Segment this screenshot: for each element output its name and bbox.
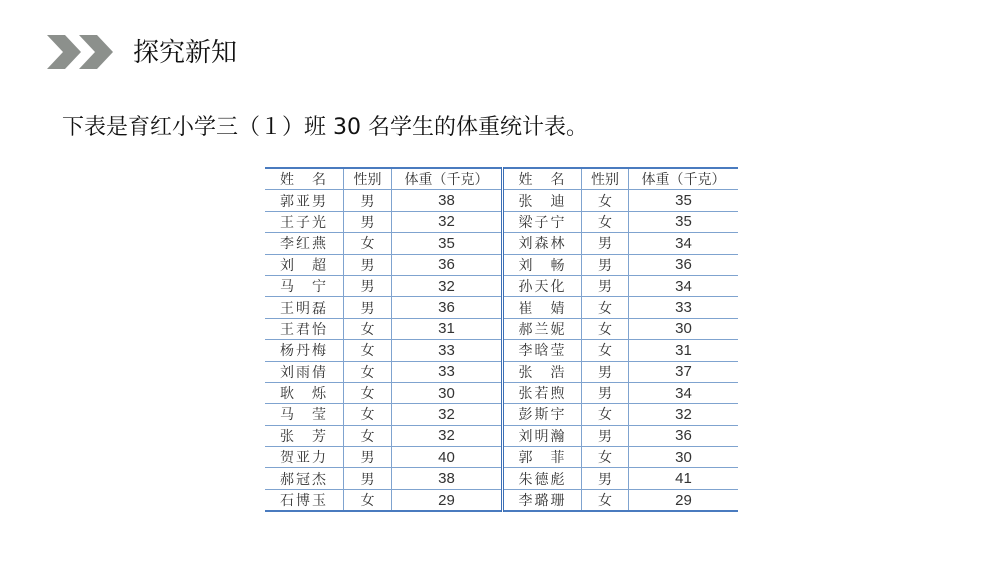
cell-weight: 31 xyxy=(629,340,739,361)
cell-gender: 女 xyxy=(582,404,629,425)
cell-gender: 男 xyxy=(344,297,392,318)
cell-gender: 男 xyxy=(344,468,392,489)
cell-name: 刘明瀚 xyxy=(503,425,582,446)
cell-name: 李晗莹 xyxy=(503,340,582,361)
cell-name: 张 芳 xyxy=(265,425,344,446)
cell-weight: 32 xyxy=(629,404,739,425)
column-header: 姓 名 xyxy=(265,168,344,190)
cell-gender: 女 xyxy=(582,297,629,318)
cell-gender: 女 xyxy=(344,489,392,511)
cell-gender: 男 xyxy=(344,275,392,296)
cell-name: 李红燕 xyxy=(265,233,344,254)
intro-text: 下表是育红小学三（１）班 30 名学生的体重统计表。 xyxy=(62,115,588,140)
table-row xyxy=(265,254,738,275)
cell-gender: 女 xyxy=(582,190,629,211)
cell-weight: 31 xyxy=(392,318,503,339)
table-row xyxy=(265,340,738,361)
cell-gender: 男 xyxy=(344,254,392,275)
cell-weight: 37 xyxy=(629,361,739,382)
cell-weight: 32 xyxy=(392,275,503,296)
cell-name: 郝冠杰 xyxy=(265,468,344,489)
table-row xyxy=(265,361,738,382)
cell-name: 彭斯宇 xyxy=(503,404,582,425)
column-header: 体重（千克） xyxy=(629,168,739,190)
cell-gender: 男 xyxy=(344,211,392,232)
cell-gender: 男 xyxy=(582,275,629,296)
cell-gender: 男 xyxy=(582,361,629,382)
cell-weight: 33 xyxy=(392,340,503,361)
table-row xyxy=(265,468,738,489)
cell-name: 张 迪 xyxy=(503,190,582,211)
table-row xyxy=(265,489,738,511)
weight-table xyxy=(265,167,738,512)
cell-name: 石博玉 xyxy=(265,489,344,511)
cell-name: 贺亚力 xyxy=(265,447,344,468)
cell-name: 耿 烁 xyxy=(265,382,344,403)
cell-weight: 32 xyxy=(392,404,503,425)
cell-gender: 女 xyxy=(344,404,392,425)
cell-name: 郭 菲 xyxy=(503,447,582,468)
table-row xyxy=(265,297,738,318)
cell-gender: 女 xyxy=(344,340,392,361)
column-header: 性别 xyxy=(582,168,629,190)
cell-gender: 女 xyxy=(582,211,629,232)
cell-name: 刘森林 xyxy=(503,233,582,254)
cell-name: 郝兰妮 xyxy=(503,318,582,339)
cell-weight: 40 xyxy=(392,447,503,468)
table-row xyxy=(265,425,738,446)
column-header: 性别 xyxy=(344,168,392,190)
table-row xyxy=(265,318,738,339)
cell-name: 杨丹梅 xyxy=(265,340,344,361)
cell-weight: 30 xyxy=(629,447,739,468)
column-header: 体重（千克） xyxy=(392,168,503,190)
cell-weight: 38 xyxy=(392,468,503,489)
table-row xyxy=(265,211,738,232)
cell-name: 张 浩 xyxy=(503,361,582,382)
table-row xyxy=(265,275,738,296)
cell-name: 刘 畅 xyxy=(503,254,582,275)
cell-name: 刘雨倩 xyxy=(265,361,344,382)
double-chevron-right-icon xyxy=(47,35,113,69)
cell-gender: 女 xyxy=(344,361,392,382)
cell-weight: 41 xyxy=(629,468,739,489)
cell-gender: 男 xyxy=(582,254,629,275)
cell-weight: 35 xyxy=(629,190,739,211)
cell-weight: 32 xyxy=(392,425,503,446)
cell-weight: 29 xyxy=(629,489,739,511)
cell-weight: 34 xyxy=(629,382,739,403)
cell-name: 王明磊 xyxy=(265,297,344,318)
cell-weight: 36 xyxy=(629,254,739,275)
cell-name: 王君怡 xyxy=(265,318,344,339)
cell-gender: 男 xyxy=(582,382,629,403)
cell-weight: 29 xyxy=(392,489,503,511)
cell-name: 孙天化 xyxy=(503,275,582,296)
cell-name: 马 宁 xyxy=(265,275,344,296)
cell-name: 朱德彪 xyxy=(503,468,582,489)
cell-weight: 34 xyxy=(629,233,739,254)
cell-weight: 35 xyxy=(392,233,503,254)
cell-weight: 36 xyxy=(392,297,503,318)
cell-name: 郭亚男 xyxy=(265,190,344,211)
cell-name: 李璐珊 xyxy=(503,489,582,511)
cell-name: 马 莹 xyxy=(265,404,344,425)
cell-weight: 35 xyxy=(629,211,739,232)
cell-weight: 30 xyxy=(629,318,739,339)
cell-gender: 女 xyxy=(582,489,629,511)
cell-gender: 男 xyxy=(582,468,629,489)
cell-weight: 33 xyxy=(392,361,503,382)
cell-weight: 32 xyxy=(392,211,503,232)
cell-name: 梁子宁 xyxy=(503,211,582,232)
cell-weight: 33 xyxy=(629,297,739,318)
table-row xyxy=(265,382,738,403)
cell-weight: 36 xyxy=(629,425,739,446)
table-row xyxy=(265,447,738,468)
cell-gender: 男 xyxy=(582,425,629,446)
cell-gender: 女 xyxy=(582,340,629,361)
cell-weight: 34 xyxy=(629,275,739,296)
table-row xyxy=(265,233,738,254)
cell-name: 崔 婧 xyxy=(503,297,582,318)
cell-gender: 男 xyxy=(344,447,392,468)
cell-name: 刘 超 xyxy=(265,254,344,275)
cell-gender: 男 xyxy=(582,233,629,254)
cell-gender: 女 xyxy=(344,233,392,254)
section-title: 探究新知 xyxy=(133,38,238,68)
cell-gender: 男 xyxy=(344,190,392,211)
cell-weight: 36 xyxy=(392,254,503,275)
column-header: 姓 名 xyxy=(503,168,582,190)
cell-weight: 30 xyxy=(392,382,503,403)
cell-weight: 38 xyxy=(392,190,503,211)
table-row xyxy=(265,404,738,425)
cell-name: 王子光 xyxy=(265,211,344,232)
cell-gender: 女 xyxy=(344,318,392,339)
cell-gender: 女 xyxy=(344,382,392,403)
cell-name: 张若煦 xyxy=(503,382,582,403)
table-row xyxy=(265,190,738,211)
table-header-row xyxy=(265,168,738,190)
cell-gender: 女 xyxy=(582,447,629,468)
cell-gender: 女 xyxy=(344,425,392,446)
cell-gender: 女 xyxy=(582,318,629,339)
